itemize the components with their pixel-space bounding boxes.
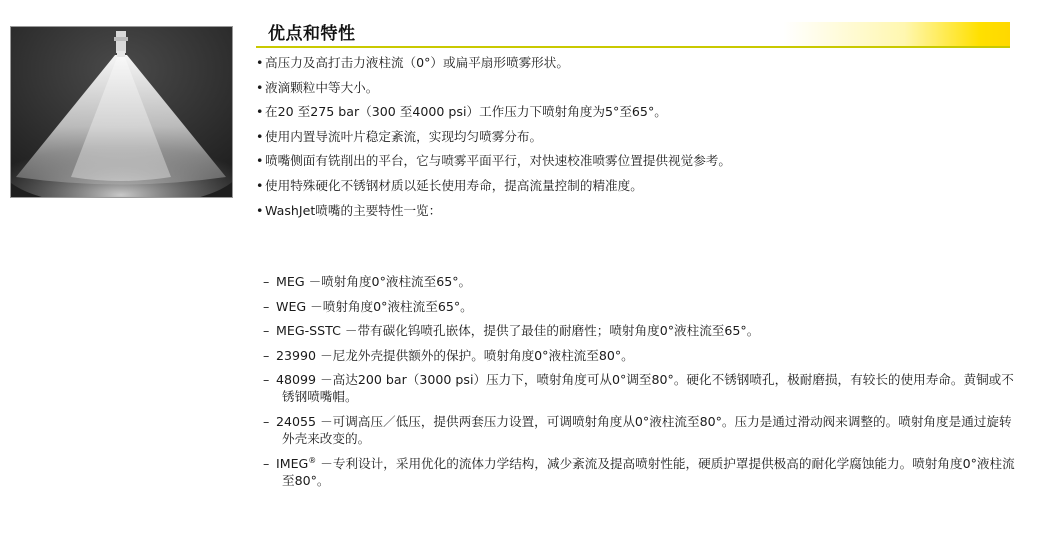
section-title-bar: [256, 22, 1010, 48]
dash-icon: –: [263, 323, 270, 339]
bullet-icon: •: [256, 79, 264, 95]
dash-icon: –: [263, 298, 270, 314]
bullet-icon: •: [256, 202, 264, 218]
model-list: [256, 273, 1016, 496]
feature-item: • WashJet喷嘴的主要特性一览：: [256, 202, 442, 218]
section-title: 优点和特性: [268, 24, 356, 44]
bullet-icon: •: [256, 153, 264, 169]
feature-item: • 使用内置导流叶片稳定紊流，实现均匀喷雾分布。: [256, 128, 543, 144]
feature-list: [256, 54, 1016, 226]
nozzle-spray-photo: [10, 26, 233, 198]
bullet-icon: •: [256, 104, 264, 120]
model-item: – WEG －喷射角度0°液柱流至65°。: [263, 298, 473, 314]
dash-icon: –: [263, 455, 270, 471]
features-section: [256, 22, 1016, 488]
dash-icon: –: [263, 372, 270, 388]
bullet-icon: •: [256, 128, 264, 144]
feature-item: • 使用特殊硬化不锈钢材质以延长使用寿命，提高流量控制的精准度。: [256, 177, 643, 193]
feature-item: • 高压力及高打击力液柱流（0°）或扁平扇形喷雾形状。: [256, 55, 569, 70]
feature-item: • 液滴颗粒中等大小。: [256, 79, 379, 95]
feature-item: • 在20 至275 bar（300 至4000 psi）工作压力下喷射角度为5°至65°。: [256, 104, 667, 120]
model-item: – MEG －喷射角度0°液柱流至65°。: [263, 274, 472, 289]
model-item: – 24055 －可调高压／低压，提供两套压力设置，可调喷射角度从0°液柱流至80°。压力是通过滑动阀来调整的。喷射角度是通过旋转外壳来改变的。: [263, 413, 1012, 446]
model-item: – MEG-SSTC －带有碳化钨喷孔嵌体，提供了最佳的耐磨性；喷射角度0°液柱流至65°。: [263, 323, 760, 339]
registered-mark: ®: [308, 455, 317, 465]
model-item: – IMEG® －专利设计，采用优化的流体力学结构，减少紊流及提高喷射性能，硬质护罩提供极高的耐化学腐蚀能力。喷射角度0°液柱流至80°。: [263, 455, 1015, 488]
model-name: IMEG: [276, 455, 309, 471]
dash-icon: –: [263, 413, 270, 429]
model-item: – 48099 －高达200 bar（3000 psi）压力下，喷射角度可从0°调至80°。硬化不锈钢喷孔，极耐磨损，有较长的使用寿命。黄铜或不锈钢喷嘴帽。: [263, 372, 1014, 405]
dash-icon: –: [263, 274, 270, 289]
dash-icon: –: [263, 347, 270, 363]
bullet-icon: •: [256, 177, 264, 193]
bullet-icon: •: [256, 55, 264, 70]
model-item: – 23990 －尼龙外壳提供额外的保护。喷射角度0°液柱流至80°。: [263, 347, 634, 363]
feature-item: • 喷嘴侧面有铣削出的平台，它与喷雾平面平行，对快速校准喷雾位置提供视觉参考。: [256, 153, 731, 169]
